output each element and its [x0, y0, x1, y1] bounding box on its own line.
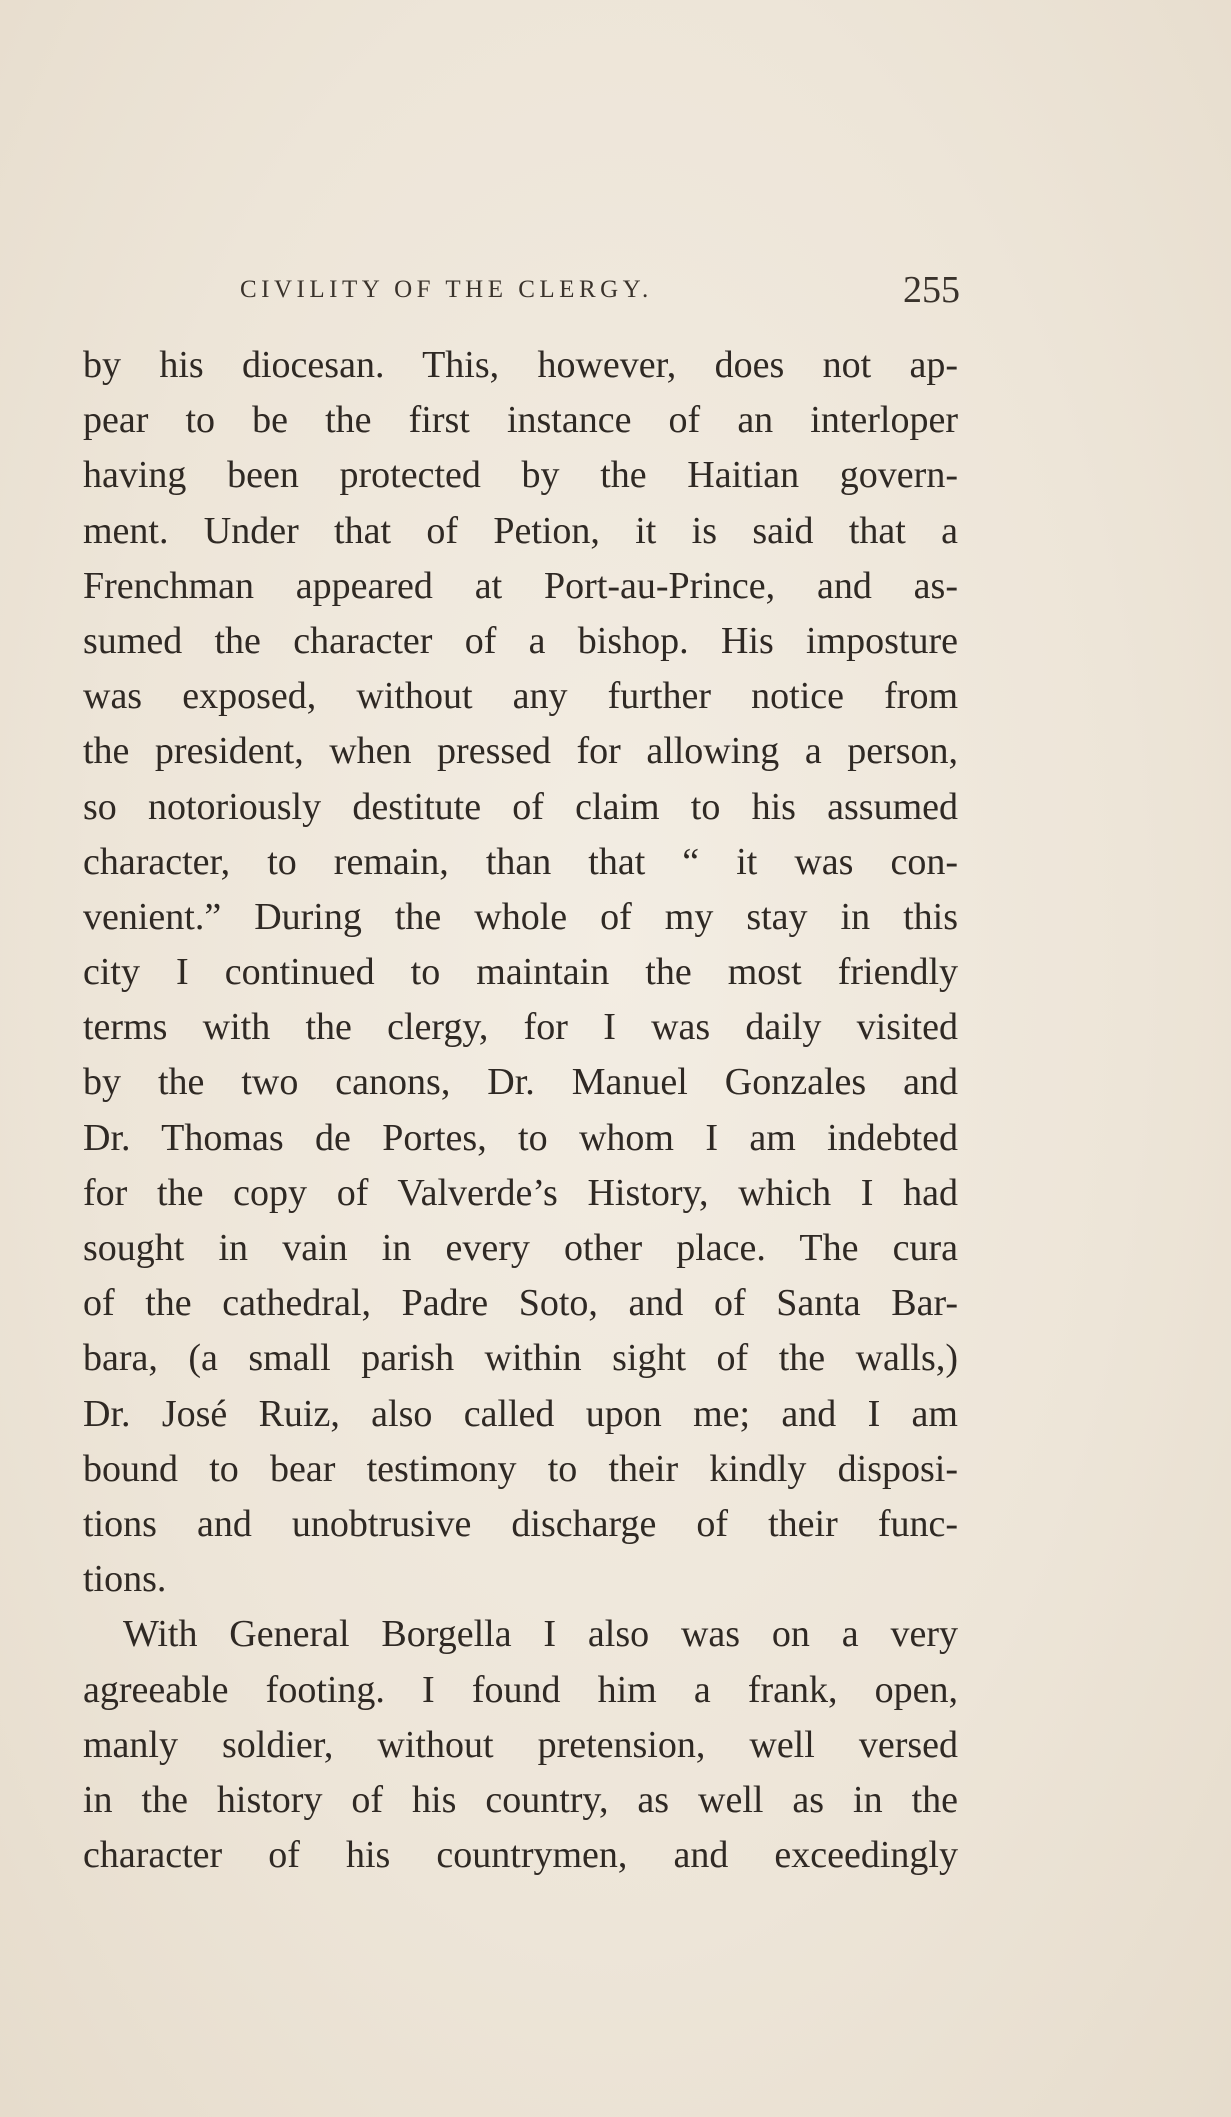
text-line: so notoriously destitute of claim to his assumed: [83, 785, 958, 828]
text-line: Dr. Thomas de Portes, to whom I am indebted: [83, 1116, 958, 1159]
text-line: agreeable footing. I found him a frank, open,: [83, 1668, 958, 1711]
text-line: pear to be the first instance of an interloper: [83, 399, 958, 442]
paragraph-2: [83, 1607, 958, 1883]
text-line: having been protected by the Haitian govern-: [83, 454, 958, 497]
running-title: CIVILITY OF THE CLERGY.: [240, 276, 653, 303]
text-line: the president, when pressed for allowing a person,: [83, 730, 958, 773]
text-line: manly soldier, without pretension, well versed: [83, 1723, 958, 1766]
body-text: [83, 338, 958, 1883]
text-line: character, to remain, than that “ it was con-: [83, 840, 958, 883]
text-line: Dr. José Ruiz, also called upon me; and I am: [83, 1392, 958, 1435]
text-line: sought in vain in every other place. The cura: [83, 1227, 958, 1269]
text-line: Frenchman appeared at Port-au-Prince, and as-: [83, 564, 958, 607]
text-line: tions.: [83, 1558, 167, 1601]
text-line: ment. Under that of Petion, it is said that a: [83, 509, 958, 552]
text-line: bara, (a small parish within sight of the walls,): [83, 1337, 958, 1380]
text-line: sumed the character of a bishop. His imposture: [83, 619, 958, 662]
text-line: tions and unobtrusive discharge of their func-: [83, 1502, 958, 1545]
text-line: by his diocesan. This, however, does not ap-: [83, 344, 958, 386]
text-line: for the copy of Valverde’s History, which I had: [83, 1171, 958, 1214]
text-line: by the two canons, Dr. Manuel Gonzales and: [83, 1061, 958, 1104]
text-line: in the history of his country, as well as in the: [83, 1778, 958, 1821]
running-head: [240, 268, 960, 318]
text-line: was exposed, without any further notice from: [83, 675, 958, 718]
text-line: venient.” During the whole of my stay in this: [83, 895, 958, 938]
text-line: city I continued to maintain the most friendly: [83, 951, 958, 994]
page-number: 255: [903, 269, 960, 311]
paragraph-1: [83, 338, 958, 1607]
text-line: terms with the clergy, for I was daily visited: [83, 1006, 958, 1049]
text-line: bound to bear testimony to their kindly disposi-: [83, 1447, 958, 1490]
text-line: With General Borgella I also was on a very: [123, 1613, 958, 1656]
text-line: of the cathedral, Padre Soto, and of Santa Bar-: [83, 1282, 958, 1325]
text-line: character of his countrymen, and exceedingly: [83, 1834, 958, 1877]
